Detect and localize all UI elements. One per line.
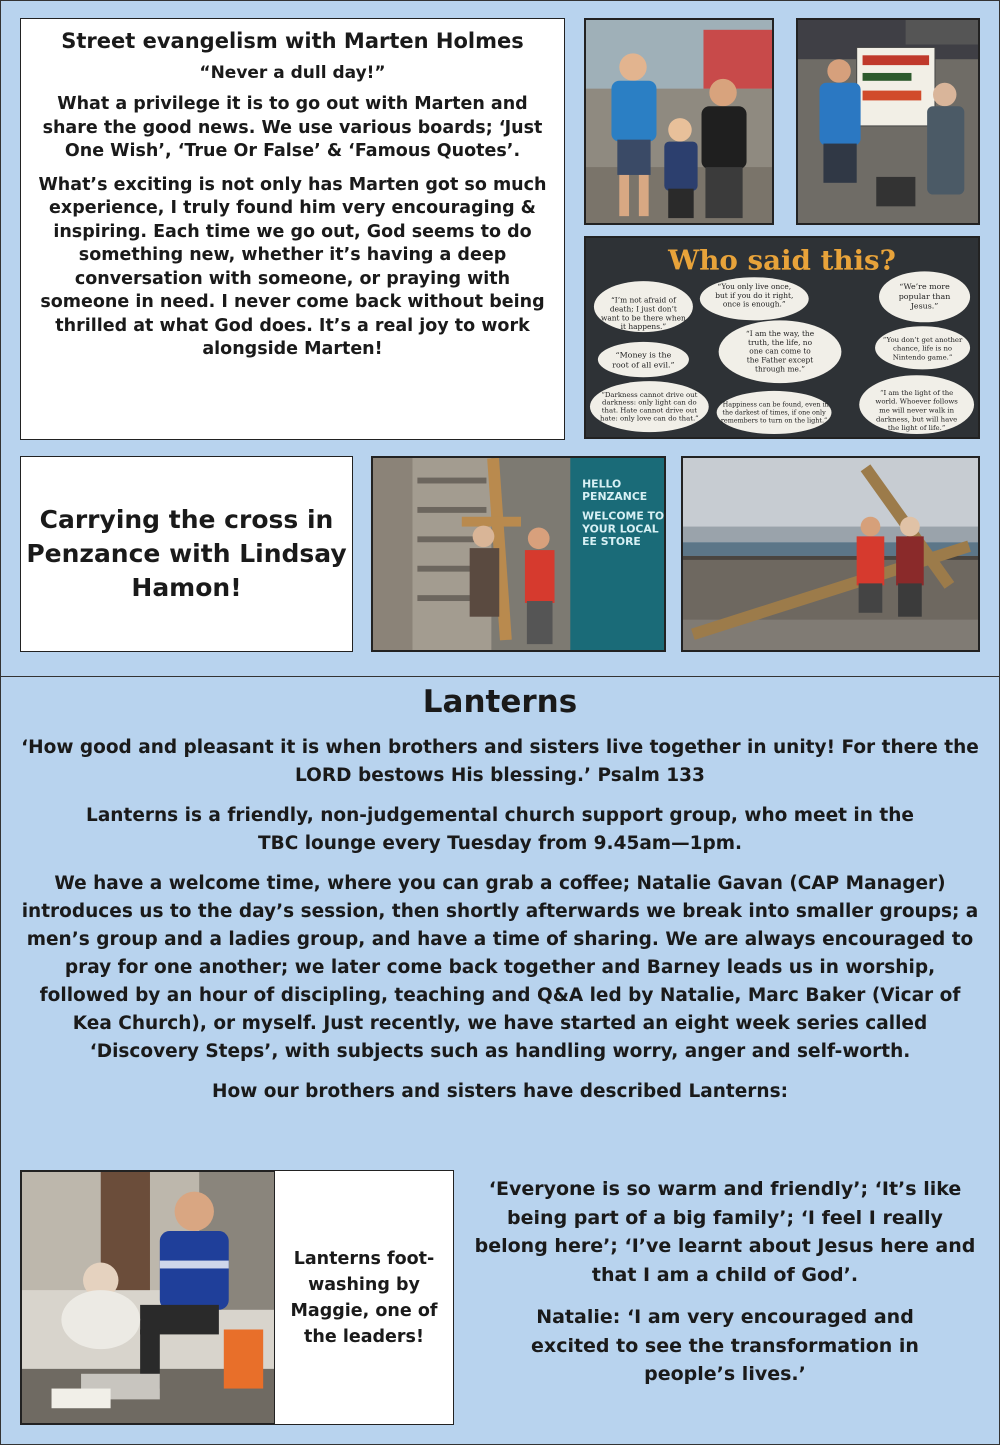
evangelism-title: Street evangelism with Marten Holmes xyxy=(61,29,524,53)
lanterns-intro: Lanterns is a friendly, non-judgemental church support group, who meet in the TBC lounge every Tuesday from 9.45am—1pm. xyxy=(86,805,914,854)
board-bubble-8: “Happiness can be found, even in the darkest of times, if one only remembers to turn on the light.” xyxy=(719,400,829,425)
photo-marten-group xyxy=(584,18,774,225)
board-bubble-3: “We’re more popular than Jesus.” xyxy=(898,282,951,311)
lanterns-body: We have a welcome time, where you can grab a coffee; Natalie Gavan (CAP Manager) introduces us to the day’s session, then shortly afterwards we break into smaller groups; a men’s group and a ladies group, and have a time of sharing. We are always encouraged to pray for one another; we later come back together and Barney leads us in worship, followed by an hour of discipling, teaching and Q&A led by Natalie, Marc Baker (Vicar of Kea Church), or myself. Just recently, we have started an eight week series called ‘Discovery Steps’, with subjects such as handling worry, anger and self-worth. xyxy=(21,873,979,1062)
evangelism-paragraph-2: What’s exciting is not only has Marten got so much experience, I truly found him very encouraging & inspiring. Each time we go out, God seems to do something new, whether it’s having a deep conversation with someone, or praying with someone in need. I never come back without being thrilled at what God does. It’s a real joy to work alongside Marten! xyxy=(38,174,547,359)
photo-cross-harbour xyxy=(681,456,980,652)
cross-caption: Carrying the cross in Penzance with Lindsay Hamon! xyxy=(26,505,347,602)
board-bubble-5: “I am the way, the truth, the life, no one can come to the Father except through me.” xyxy=(745,329,815,374)
evangelism-subtitle: “Never a dull day!” xyxy=(199,63,386,83)
foot-washing-caption-box xyxy=(274,1170,454,1425)
board-bubble-7: “Darkness cannot drive out darkness: only light can do that. Hate cannot drive out hate: only love can do that.” xyxy=(600,390,699,423)
who-said-this-board-graphic xyxy=(586,238,978,437)
board-heading: Who said this? xyxy=(668,243,896,277)
lanterns-article xyxy=(20,684,980,1118)
photo-cross-steps xyxy=(371,456,666,652)
lanterns-verse: ‘How good and pleasant it is when brothers and sisters live together in unity! For there the LORD bestows His blessing.’ Psalm 133 xyxy=(21,737,979,786)
lanterns-described: How our brothers and sisters have described Lanterns: xyxy=(212,1081,788,1102)
evangelism-paragraph-1: What a privilege it is to go out with Marten and share the good news. We use various boards; ‘Just One Wish’, ‘True Or False’ & ‘Famous Quotes’. xyxy=(42,94,543,161)
board-bubble-2: “You only live once, but if you do it right, once is enough.” xyxy=(715,282,794,309)
foot-washing-caption: Lanterns foot-washing by Maggie, one of the leaders! xyxy=(290,1248,438,1347)
natalie-quote: Natalie: ‘I am very encouraged and excited to see the transformation in people’s lives.’ xyxy=(531,1306,919,1385)
board-bubble-9: “I am the light of the world. Whoever follows me will never walk in darkness, but will have the light of life.” xyxy=(875,388,958,433)
board-bubble-6: “You don’t get another chance, life is no Nintendo game.” xyxy=(882,335,963,362)
evangelism-article xyxy=(20,18,565,440)
photo-who-said-this-board xyxy=(584,236,980,439)
board-bubble-4: “Money is the root of all evil.” xyxy=(612,350,675,370)
lanterns-testimonials xyxy=(470,1175,980,1403)
photo-street-board xyxy=(796,18,980,225)
board-bubble-1: “I’m not afraid of death; I just don’t want to be there when it happens.” xyxy=(600,295,686,332)
testimonial-quotes: ‘Everyone is so warm and friendly’; ‘It’s like being part of a big family’; ‘I feel I really belong here’; ‘I’ve learnt about Jesus here and that I am a child of God’. xyxy=(474,1178,976,1286)
lanterns-title: Lanterns xyxy=(422,684,578,720)
section-divider xyxy=(0,676,1000,677)
photo-foot-washing xyxy=(20,1170,276,1425)
cross-caption-box xyxy=(20,456,353,652)
shop-sign: HELLO PENZANCE WELCOME TO YOUR LOCAL EE STORE xyxy=(582,477,664,549)
